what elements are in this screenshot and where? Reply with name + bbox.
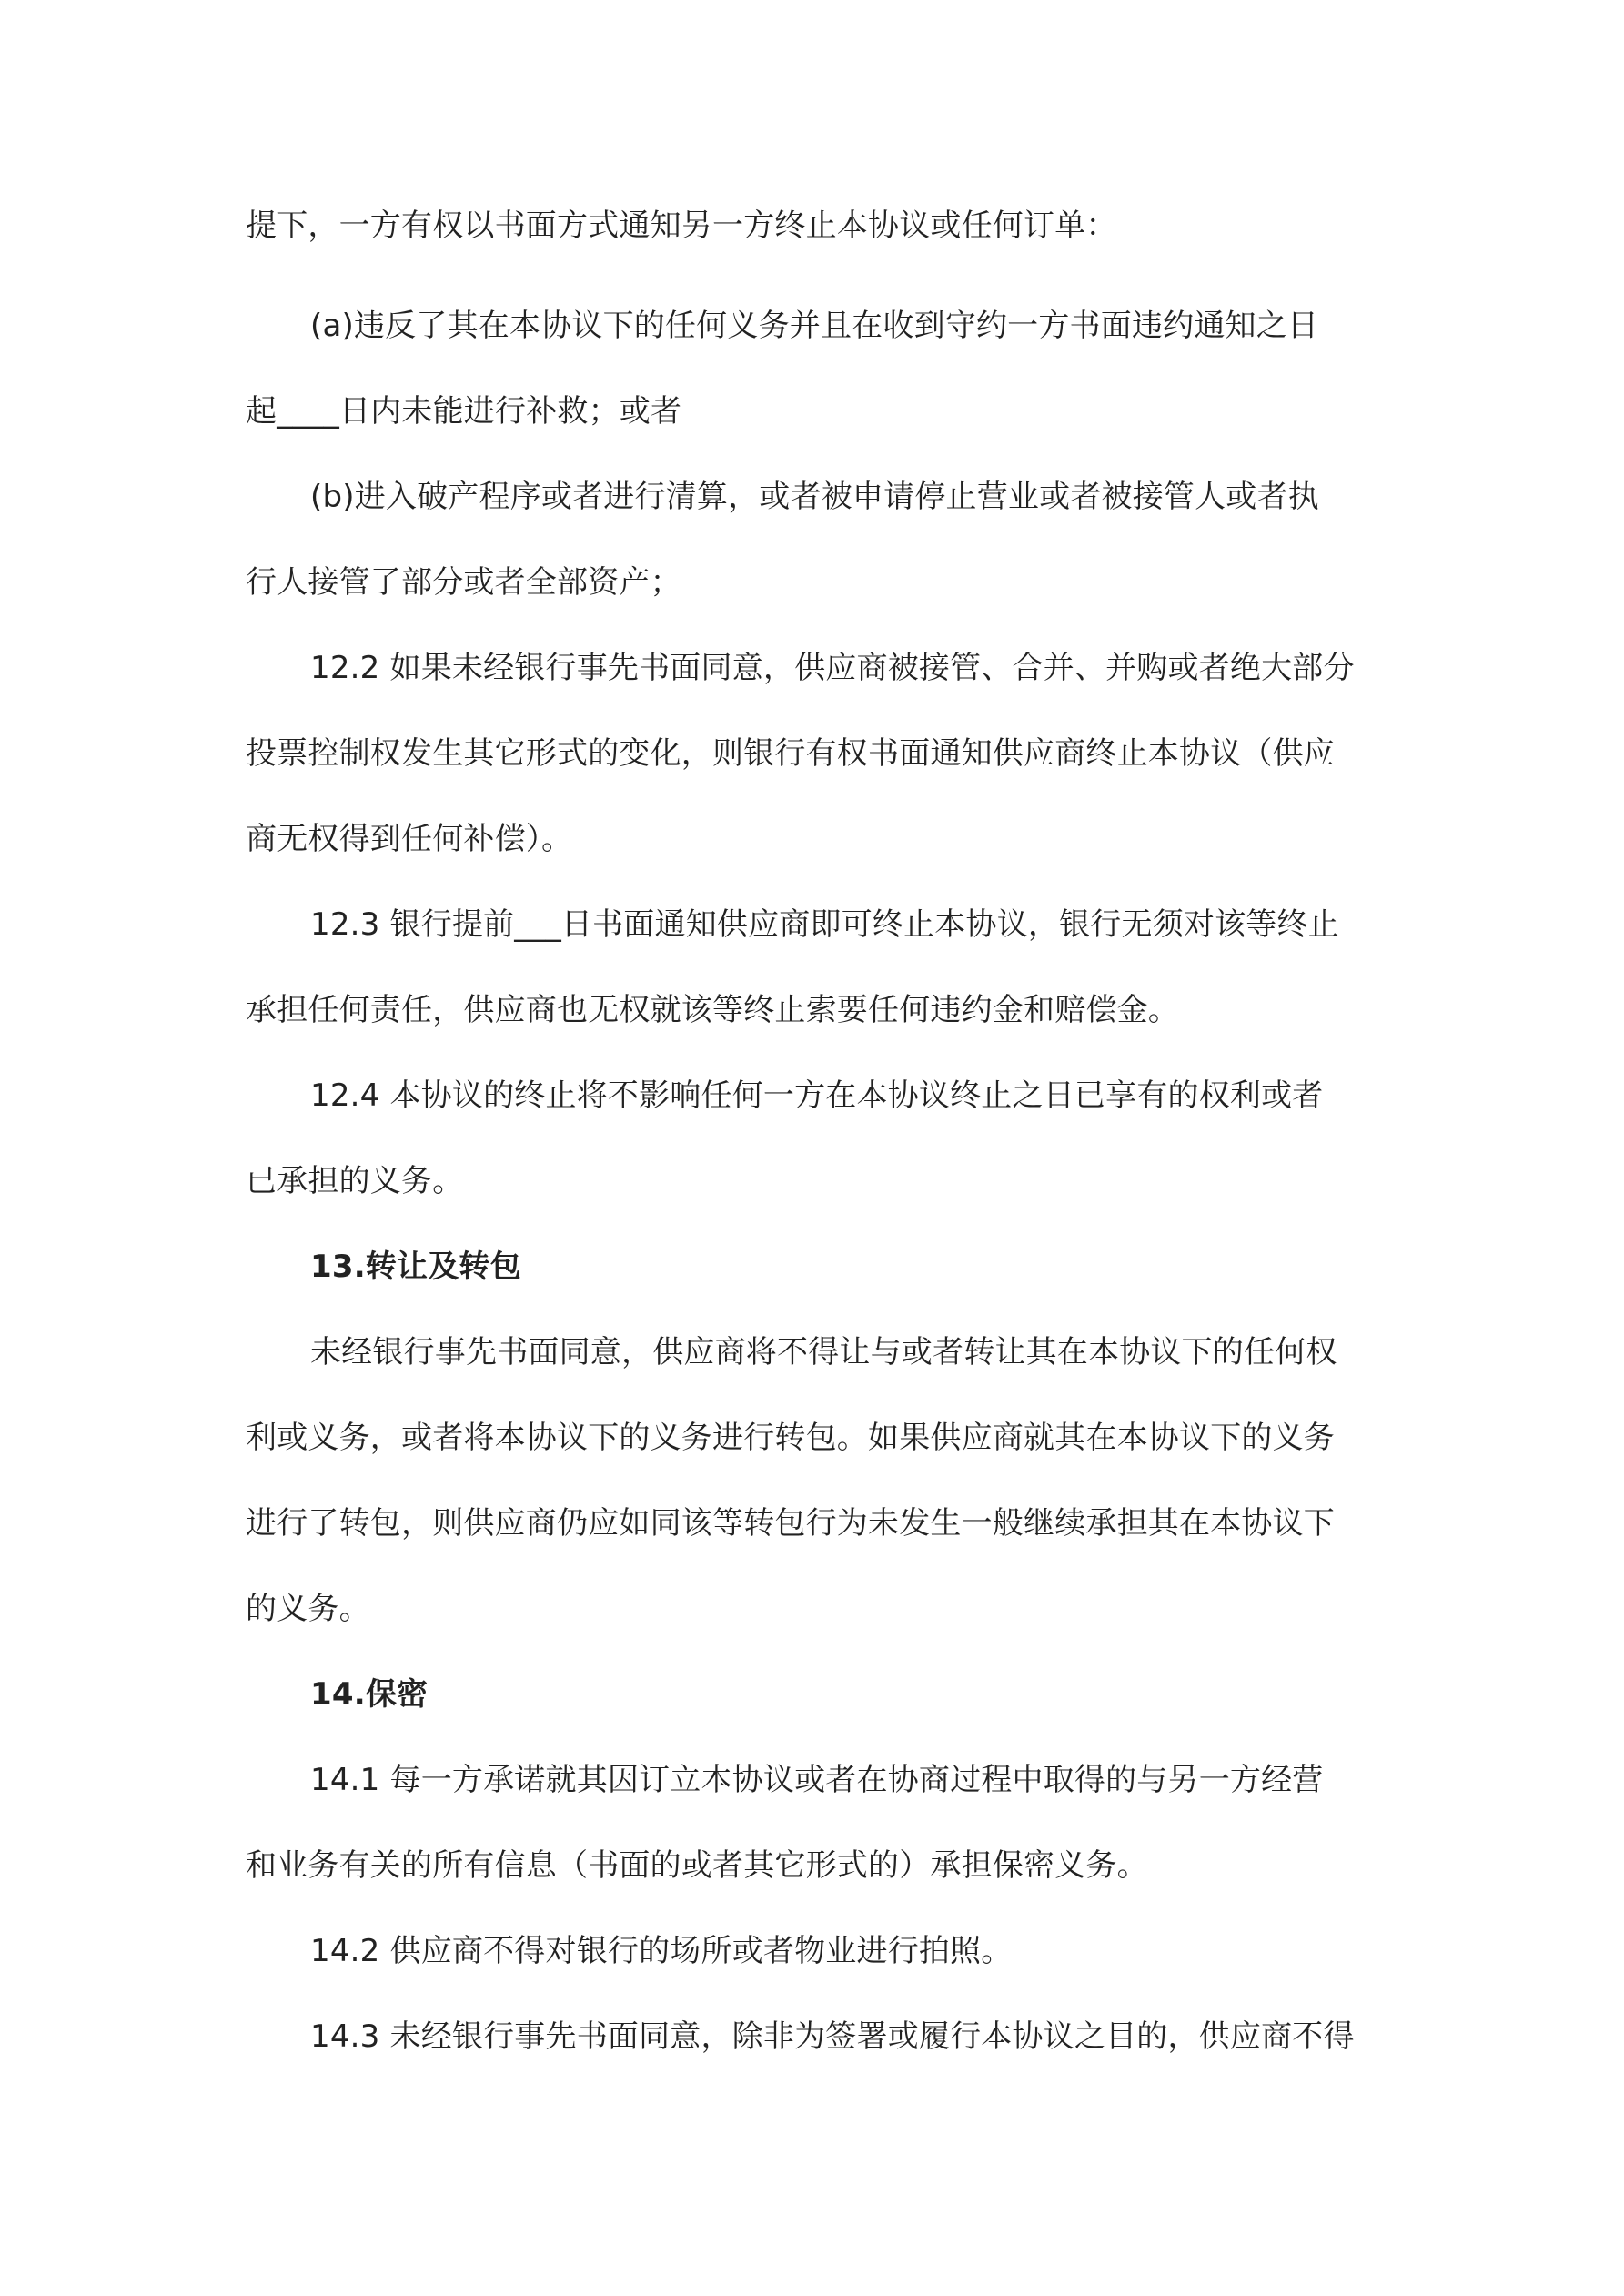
clause-14-1: 14.1 每一方承诺就其因订立本协议或者在协商过程中取得的与另一方经营 <box>310 1762 1324 1798</box>
clause-12-2: 12.2 如果未经银行事先书面同意，供应商被接管、合并、并购或者绝大部分 <box>310 650 1355 686</box>
text-line: 投票控制权发生其它形式的变化，则银行有权书面通知供应商终止本协议（供应 <box>246 735 1335 772</box>
section-heading-13: 13.转让及转包 <box>310 1249 521 1285</box>
clause-14-3: 14.3 未经银行事先书面同意，除非为签署或履行本协议之目的，供应商不得 <box>310 2018 1355 2055</box>
clause-14-2: 14.2 供应商不得对银行的场所或者物业进行拍照。 <box>310 1933 1013 1969</box>
text-line: 的义务。 <box>246 1591 370 1627</box>
clause-12-1-b: (b)进入破产程序或者进行清算，或者被申请停止营业或者被接管人或者执 <box>310 479 1319 515</box>
clause-12-4: 12.4 本协议的终止将不影响任何一方在本协议终止之日已享有的权利或者 <box>310 1077 1324 1114</box>
section-heading-14: 14.保密 <box>310 1676 429 1713</box>
text-line: 行人接管了部分或者全部资产； <box>246 564 681 601</box>
text-line: 已承担的义务。 <box>246 1163 464 1199</box>
text-line: 提下，一方有权以书面方式通知另一方终止本协议或任何订单： <box>246 207 1117 244</box>
clause-12-3: 12.3 银行提前___日书面通知供应商即可终止本协议，银行无须对该等终止 <box>310 906 1339 943</box>
text-line: 利或义务，或者将本协议下的义务进行转包。如果供应商就其在本协议下的义务 <box>246 1420 1335 1456</box>
section-13-paragraph: 未经银行事先书面同意，供应商将不得让与或者转让其在本协议下的任何权 <box>310 1334 1337 1371</box>
text-line: 商无权得到任何补偿）。 <box>246 821 573 857</box>
text-line: 和业务有关的所有信息（书面的或者其它形式的）承担保密义务。 <box>246 1847 1148 1884</box>
text-line: 承担任何责任，供应商也无权就该等终止索要任何违约金和赔偿金。 <box>246 992 1179 1028</box>
text-line: 起____日内未能进行补救；或者 <box>246 393 682 430</box>
text-line: 进行了转包，则供应商仍应如同该等转包行为未发生一般继续承担其在本协议下 <box>246 1505 1335 1542</box>
clause-12-1-a: (a)违反了其在本协议下的任何义务并且在收到守约一方书面违约通知之日 <box>310 308 1319 344</box>
